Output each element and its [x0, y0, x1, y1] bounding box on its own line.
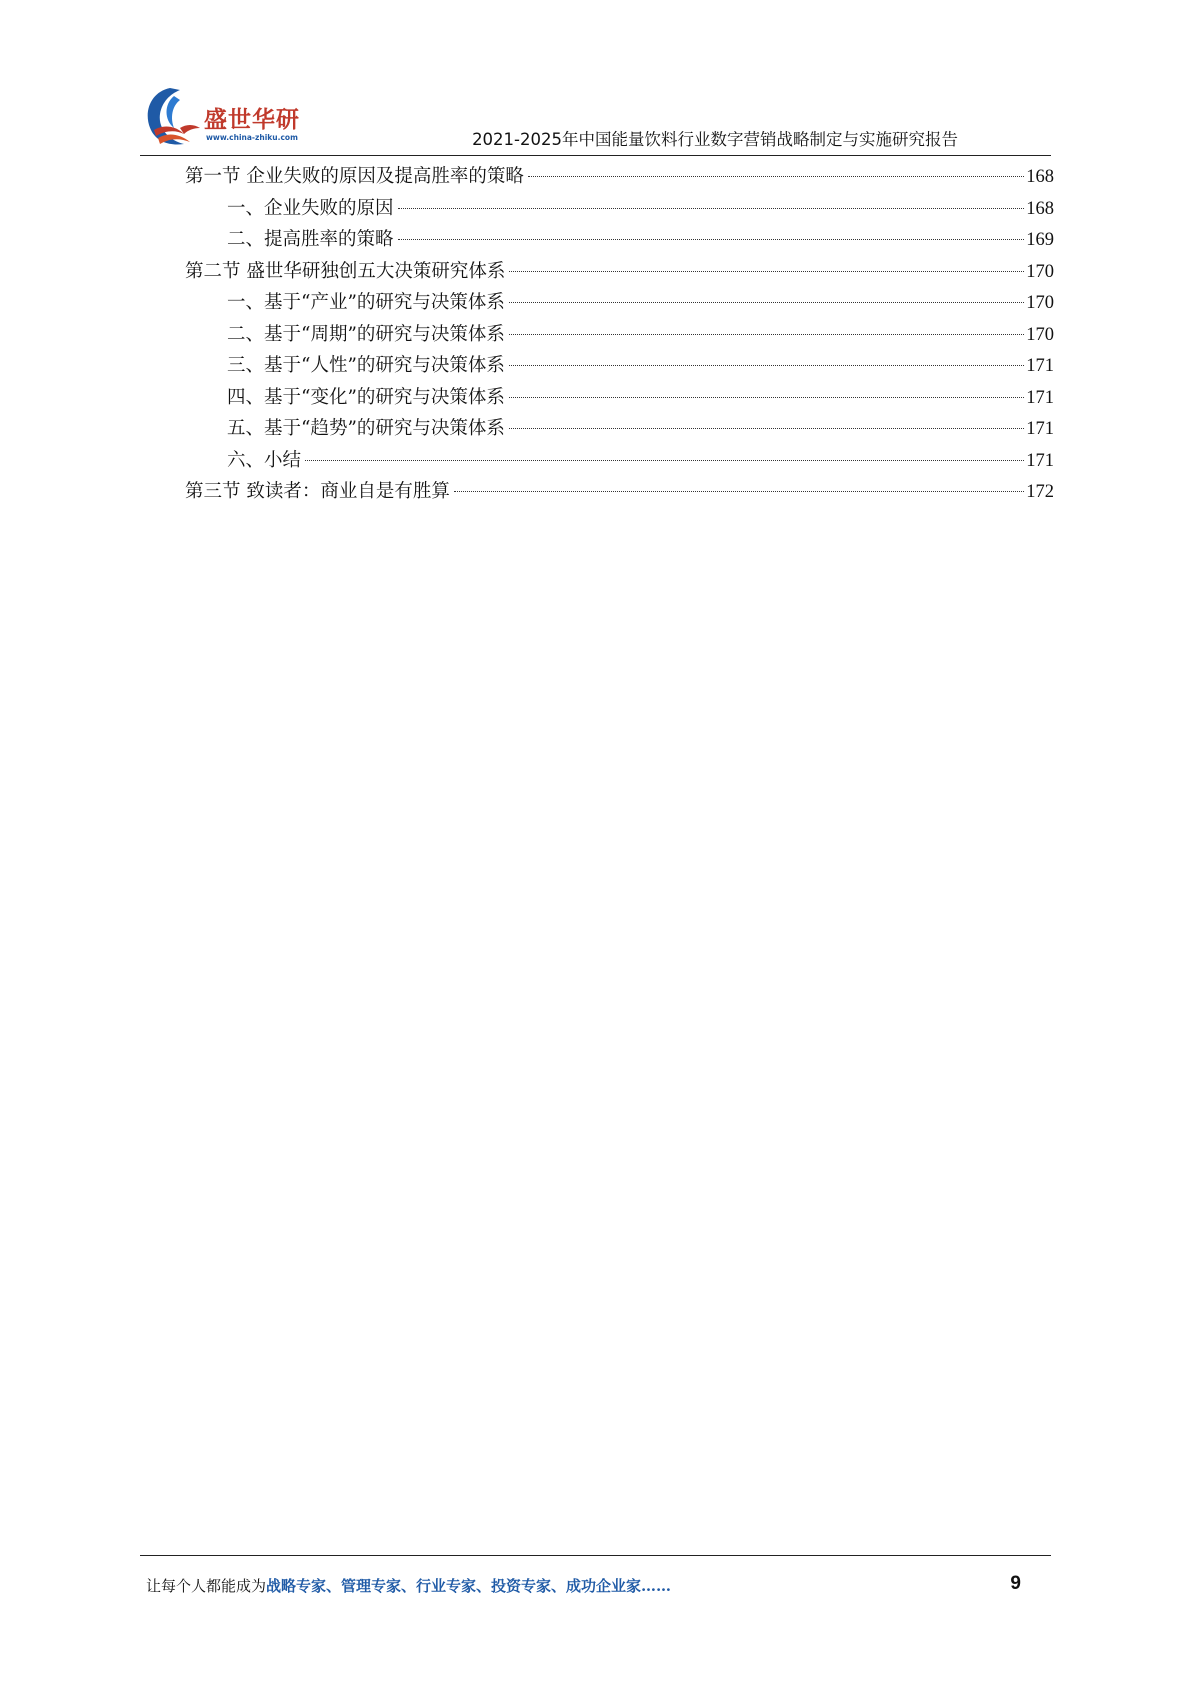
toc-entry[interactable]: [185, 445, 1054, 477]
toc-entry[interactable]: [185, 287, 1054, 319]
footer-divider: [140, 1555, 1051, 1556]
toc-entry-page: 171: [1026, 356, 1054, 376]
toc-entry[interactable]: [185, 476, 1054, 508]
toc-leader-dots: [509, 397, 1024, 398]
report-title: 2021-2025年中国能量饮料行业数字营销战略制定与实施研究报告: [472, 130, 958, 149]
toc-entry-page: 171: [1026, 450, 1054, 471]
toc-entry-label: 四、基于“变化”的研究与决策体系: [227, 386, 505, 408]
toc-entry[interactable]: [185, 256, 1054, 288]
toc-entry-page: 172: [1026, 482, 1054, 502]
toc-entry-label: 第三节 致读者：商业自是有胜算: [185, 481, 450, 502]
toc-leader-dots: [454, 491, 1024, 492]
slogan-prefix: 让每个人都能成为: [146, 1577, 267, 1595]
toc-entry-page: 169: [1026, 230, 1054, 250]
toc-entry-label: 二、基于“周期”的研究与决策体系: [227, 323, 505, 345]
toc-leader-dots: [398, 208, 1025, 209]
toc-leader-dots: [509, 365, 1024, 366]
toc-entry-page: 170: [1026, 324, 1054, 345]
toc-entry-label: 第一节 企业失败的原因及提高胜率的策略: [185, 166, 524, 187]
slogan-highlight: 战略专家、管理专家、行业专家、投资专家、成功企业家……: [266, 1577, 672, 1595]
toc-entry-page: 170: [1026, 261, 1054, 282]
company-logo: [140, 84, 310, 152]
toc-leader-dots: [528, 176, 1024, 177]
logo-emblem-icon: [140, 84, 206, 152]
toc-entry-page: 170: [1026, 293, 1054, 313]
toc-entry[interactable]: [185, 382, 1054, 414]
toc-leader-dots: [509, 271, 1024, 272]
toc-entry[interactable]: [185, 193, 1054, 225]
toc-entry-label: 一、企业失败的原因: [227, 197, 394, 219]
toc-entry[interactable]: [185, 413, 1054, 445]
logo-url: www.china-zhiku.com: [206, 133, 298, 142]
logo-name: 盛世华研: [204, 107, 300, 133]
toc-entry-page: 171: [1026, 419, 1054, 439]
toc-leader-dots: [305, 460, 1024, 461]
toc-leader-dots: [509, 302, 1024, 303]
toc-entry-page: 168: [1026, 167, 1054, 187]
page-number: 9: [1010, 1573, 1021, 1594]
toc-entry-label: 三、基于“人性”的研究与决策体系: [227, 355, 505, 376]
page-header: [0, 0, 1191, 165]
toc-entry-label: 第二节 盛世华研独创五大决策研究体系: [185, 260, 506, 282]
toc-leader-dots: [398, 239, 1025, 240]
header-divider: [140, 155, 1051, 156]
toc-entry-page: 171: [1026, 387, 1054, 408]
toc-entry-label: 六、小结: [227, 449, 302, 471]
toc-leader-dots: [509, 428, 1024, 429]
table-of-contents: [185, 161, 1054, 508]
toc-entry-page: 168: [1026, 198, 1054, 219]
toc-leader-dots: [509, 334, 1024, 335]
toc-entry-label: 二、提高胜率的策略: [227, 229, 394, 250]
toc-entry[interactable]: [185, 161, 1054, 193]
toc-entry-label: 五、基于“趋势”的研究与决策体系: [227, 418, 505, 439]
toc-entry-label: 一、基于“产业”的研究与决策体系: [227, 292, 505, 313]
toc-entry[interactable]: [185, 224, 1054, 256]
toc-entry[interactable]: [185, 319, 1054, 351]
footer-slogan: [146, 1575, 671, 1596]
toc-entry[interactable]: [185, 350, 1054, 382]
